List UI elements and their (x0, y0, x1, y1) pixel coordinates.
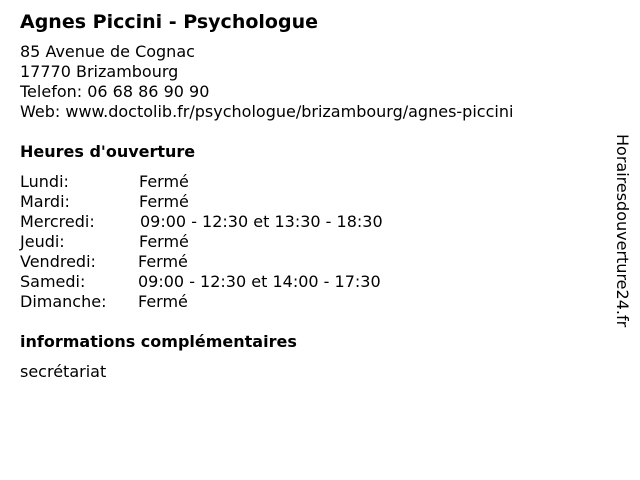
hours-value: 09:00 - 12:30 et 14:00 - 17:30 (138, 272, 381, 291)
day-label: Samedi: (20, 272, 86, 291)
hours-row-saturday (20, 272, 600, 292)
hours-row-sunday (20, 292, 600, 312)
hours-row-thursday (20, 232, 600, 252)
business-card (20, 10, 600, 382)
hours-row-tuesday (20, 192, 600, 212)
site-watermark: Horairesdouverture24.fr (613, 134, 632, 328)
hours-row-wednesday (20, 212, 600, 232)
hours-value: Fermé (139, 232, 189, 251)
street-address: 85 Avenue de Cognac (20, 42, 195, 61)
hours-value: Fermé (138, 252, 188, 271)
hours-row-friday (20, 252, 600, 272)
day-label: Vendredi: (20, 252, 96, 271)
day-label: Lundi: (20, 172, 69, 191)
city-address: 17770 Brizambourg (20, 62, 179, 81)
phone-number: Telefon: 06 68 86 90 90 (20, 82, 210, 101)
day-label: Mardi: (20, 192, 70, 211)
hours-row-monday (20, 172, 600, 192)
day-label: Jeudi: (20, 232, 65, 251)
page-title: Agnes Piccini - Psychologue (20, 11, 318, 33)
hours-value: 09:00 - 12:30 et 13:30 - 18:30 (140, 212, 383, 231)
website-url: Web: www.doctolib.fr/psychologue/brizambourg/agnes-piccini (20, 102, 514, 121)
opening-hours-table (20, 172, 600, 312)
additional-info-text: secrétariat (20, 362, 107, 381)
hours-value: Fermé (138, 292, 188, 311)
additional-info-heading: informations complémentaires (20, 332, 297, 351)
day-label: Mercredi: (20, 212, 95, 231)
hours-value: Fermé (139, 192, 189, 211)
opening-hours-heading: Heures d'ouverture (20, 142, 196, 161)
hours-value: Fermé (139, 172, 189, 191)
day-label: Dimanche: (20, 292, 107, 311)
